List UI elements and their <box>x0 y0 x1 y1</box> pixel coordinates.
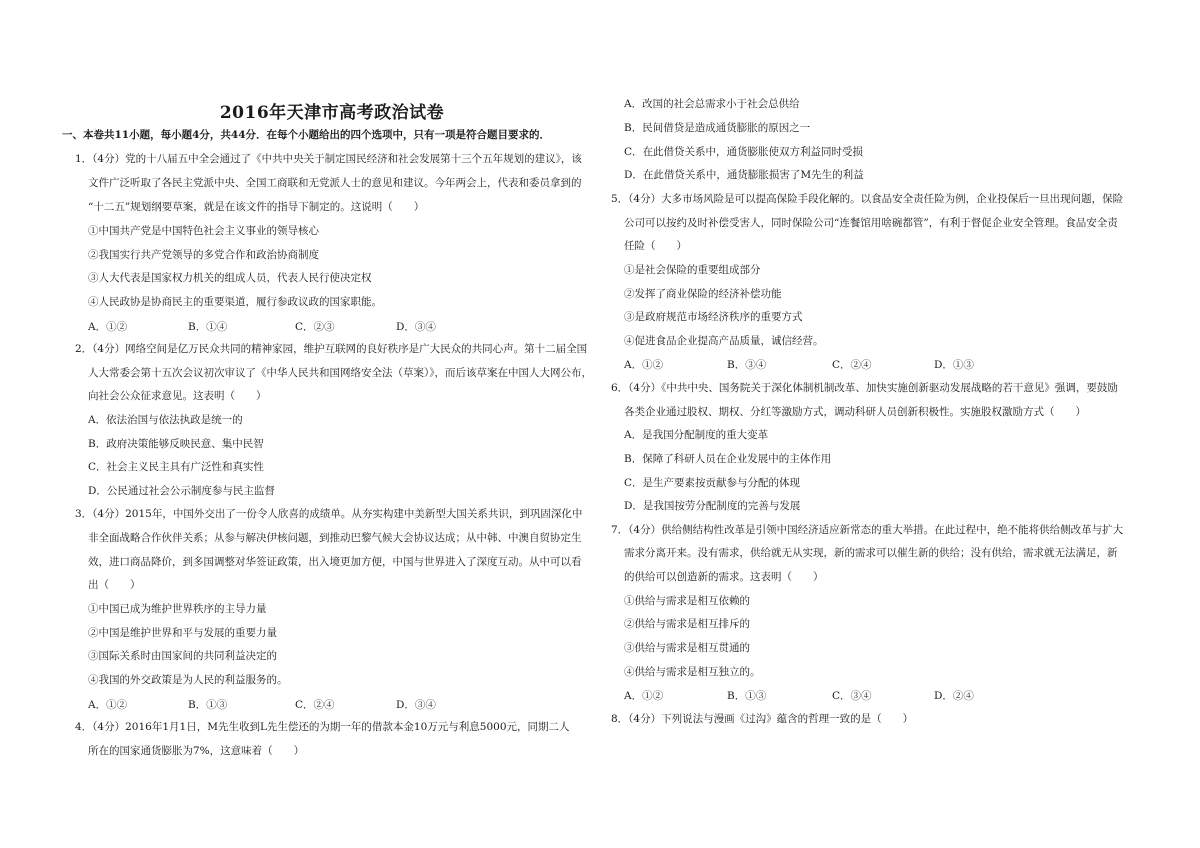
q5-item-1: ①是社会保险的重要组成部分 <box>624 264 761 276</box>
q2-option-c: C．社会主义民主具有广泛性和真实性 <box>88 461 265 473</box>
q1-item-3: ③人大代表是国家权力机关的组成人员，代表人民行使决定权 <box>88 272 372 284</box>
q1-option-c: C．②③ <box>295 321 335 333</box>
q3-item-3: ③国际关系时由国家间的共同利益决定的 <box>88 650 277 662</box>
q4-option-b: B．民间借贷是造成通货膨胀的原因之一 <box>624 122 811 134</box>
q3-item-2: ②中国是维护世界和平与发展的重要力量 <box>88 627 277 639</box>
q3-stem-line-2: 非全面战略合作伙伴关系；从参与解决伊核问题，到推动巴黎气候大会协议达成；从中韩、中澳自贸协定生 <box>88 532 582 544</box>
q6-option-d: D．是我国按劳分配制度的完善与发展 <box>624 500 801 512</box>
page-title: 2016年天津市高考政治试卷 <box>219 103 445 123</box>
q4-option-d: D．在此借贷关系中，通货膨胀损害了M先生的利益 <box>624 169 864 181</box>
q5-option-a: A．①② <box>624 359 664 371</box>
q6-option-b: B．保障了科研人员在企业发展中的主体作用 <box>624 453 832 465</box>
q6-option-a: A．是我国分配制度的重大变革 <box>624 429 769 441</box>
q1-option-d: D．③④ <box>396 321 436 333</box>
q4-stem-line-1: 4．（4分）2016年1月1日，M先生收到L先生偿还的为期一年的借款本金10万元与利息5000元，同期二人 <box>75 721 570 733</box>
q2-option-a: A．依法治国与依法执政是统一的 <box>88 414 243 426</box>
q3-option-b: B．①③ <box>188 699 228 711</box>
q8-stem-line-1: 8．（4分）下列说法与漫画《过沟》蕴含的哲理一致的是（ ） <box>611 713 914 725</box>
q1-option-b: B．①④ <box>188 321 228 333</box>
q5-stem-line-1: 5．（4分）大多市场风险是可以提高保险手段化解的。以食品安全责任险为例，企业投保后一旦出现问题，保险 <box>611 193 1124 205</box>
q3-stem-line-1: 3．（4分）2015年，中国外交出了一份令人欣喜的成绩单。从夯实构建中美新型大国关系共识，到巩固深化中 <box>75 508 583 520</box>
q1-stem-line-3: “十二五”规划纲要草案，就是在该文件的指导下制定的。这说明（ ） <box>88 201 425 213</box>
q7-option-b: B．①③ <box>727 690 767 702</box>
q7-stem-line-3: 的供给可以创造新的需求。这表明（ ） <box>624 571 824 583</box>
q1-stem-line-2: 文件广泛听取了各民主党派中央、全国工商联和无党派人士的意见和建议。今年两会上，代表和委员拿到的 <box>88 177 582 189</box>
q3-option-d: D．③④ <box>396 699 436 711</box>
q7-option-a: A．①② <box>624 690 664 702</box>
q7-item-1: ①供给与需求是相互依赖的 <box>624 595 750 607</box>
q3-stem-line-3: 效，进口商品降价，到多国调整对华签证政策，出入境更加方便，中国与世界进入了深度互动。从中可以看 <box>88 556 582 568</box>
q7-item-4: ④供给与需求是相互独立的。 <box>624 666 761 678</box>
q5-item-2: ②发挥了商业保险的经济补偿功能 <box>624 288 782 300</box>
q3-option-a: A．①② <box>88 699 128 711</box>
q6-stem-line-2: 各类企业通过股权、期权、分红等激励方式，调动科研人员创新积极性。实施股权激励方式（ ） <box>624 406 1086 418</box>
q7-item-2: ②供给与需求是相互排斥的 <box>624 618 750 630</box>
q1-item-4: ④人民政协是协商民主的重要渠道，履行参政议政的国家职能。 <box>88 296 382 308</box>
q1-option-a: A．①② <box>88 321 128 333</box>
q7-option-d: D．②④ <box>934 690 974 702</box>
q5-stem-line-3: 任险（ ） <box>624 240 687 252</box>
q2-stem-line-1: 2．（4分）网络空间是亿万民众共同的精神家园，维护互联网的良好秩序是广大民众的共同心声。第十二届全国 <box>75 343 588 355</box>
q5-option-c: C．②④ <box>832 359 872 371</box>
q7-item-3: ③供给与需求是相互贯通的 <box>624 642 750 654</box>
q3-item-1: ①中国已成为维护世界秩序的主导力量 <box>88 603 267 615</box>
q1-stem-line-1: 1．（4分）党的十八届五中全会通过了《中共中央关于制定国民经济和社会发展第十三个五年规划的建议》，该 <box>75 153 582 165</box>
q5-item-3: ③是政府规范市场经济秩序的重要方式 <box>624 311 803 323</box>
q6-stem-line-1: 6．（4分）《中共中央、国务院关于深化体制机制改革、加快实施创新驱动发展战略的若干意见》强调，要鼓励 <box>611 382 1118 394</box>
q4-option-a: A．改国的社会总需求小于社会总供给 <box>624 98 800 110</box>
q5-item-4: ④促进食品企业提高产品质量，诚信经营。 <box>624 335 824 347</box>
q2-option-b: B．政府决策能够反映民意、集中民智 <box>88 438 264 450</box>
q2-stem-line-3: 向社会公众征求意见。这表明（ ） <box>88 390 267 402</box>
q4-option-c: C．在此借贷关系中，通货膨胀使双方利益同时受损 <box>624 146 864 158</box>
q2-option-d: D．公民通过社会公示制度参与民主监督 <box>88 485 275 497</box>
q5-option-d: D．①③ <box>934 359 974 371</box>
section-heading: 一、本卷共11小题，每小题4分，共44分．在每个小题给出的四个选项中，只有一项是符合题目要求的． <box>62 129 551 141</box>
q6-option-c: C．是生产要素按贡献参与分配的体现 <box>624 477 801 489</box>
q5-option-b: B．③④ <box>727 359 767 371</box>
q3-item-4: ④我国的外交政策是为人民的利益服务的。 <box>88 674 288 686</box>
q7-option-c: C．③④ <box>832 690 872 702</box>
q7-stem-line-1: 7．（4分）供给侧结构性改革是引领中国经济适应新常态的重大举措。在此过程中，绝不能将供给侧改革与扩大 <box>611 524 1124 536</box>
q4-stem-line-2: 所在的国家通货膨胀为7%，这意味着（ ） <box>88 745 305 757</box>
q3-option-c: C．②④ <box>295 699 335 711</box>
q1-item-1: ①中国共产党是中国特色社会主义事业的领导核心 <box>88 225 319 237</box>
q7-stem-line-2: 需求分离开来。没有需求，供给就无从实现，新的需求可以催生新的供给；没有供给，需求就无法满足，新 <box>624 547 1118 559</box>
q3-stem-line-4: 出（ ） <box>88 579 141 591</box>
q5-stem-line-2: 公司可以按约及时补偿受害人，同时保险公司“连餐馆用啥碗都管”，有利于督促企业安全管理。食品安全责 <box>624 217 1118 229</box>
q1-item-2: ②我国实行共产党领导的多党合作和政治协商制度 <box>88 249 319 261</box>
q2-stem-line-2: 人大常委会第十五次会议初次审议了《中华人民共和国网络安全法（草案）》，而后该草案在中国人大网公布， <box>88 367 592 379</box>
